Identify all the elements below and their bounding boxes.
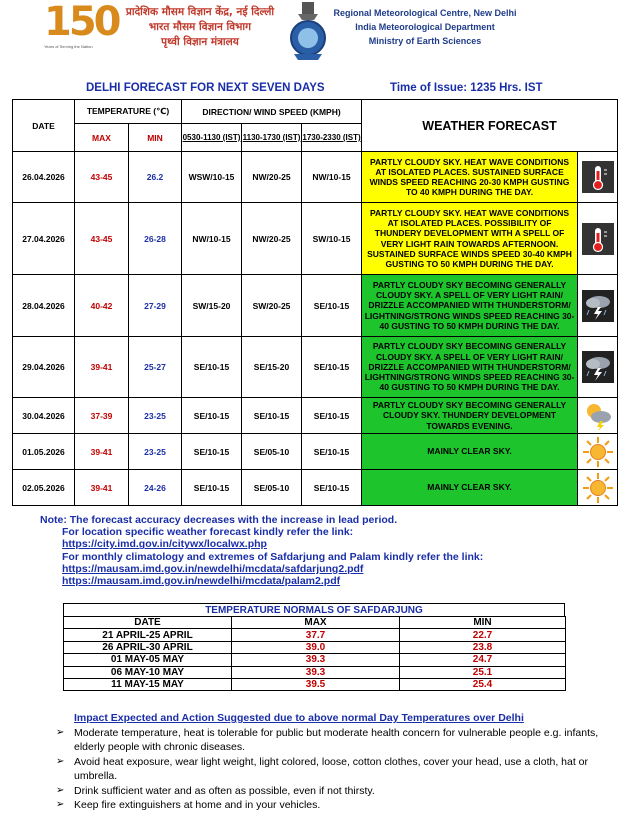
row-icon-cell bbox=[578, 275, 618, 337]
temperature-header: TEMPERATURE (℃) bbox=[75, 100, 182, 124]
weather-forecast-header: WEATHER FORECAST bbox=[362, 100, 618, 152]
row-wind-2: SE/15-20 bbox=[242, 337, 302, 398]
row-wind-1: NW/10-15 bbox=[182, 203, 242, 275]
row-min: 23-25 bbox=[129, 398, 182, 434]
normals-max: 37.7 bbox=[232, 629, 400, 641]
row-forecast: PARTLY CLOUDY SKY BECOMING GENERALLY CLOUDY SKY. THUNDERY DEVELOPMENT TOWARDS EVENING. bbox=[362, 398, 578, 434]
table-row bbox=[13, 398, 618, 434]
normals-table bbox=[63, 616, 566, 691]
normals-date: 01 MAY-05 MAY bbox=[64, 654, 232, 666]
hindi-line-3: पृथ्वी विज्ञान मंत्रालय bbox=[161, 36, 239, 48]
city-link-wrap bbox=[40, 538, 483, 550]
row-min: 24-26 bbox=[129, 470, 182, 506]
english-line-3: Ministry of Earth Sciences bbox=[368, 36, 482, 46]
city-forecast-link[interactable]: https://city.imd.gov.in/citywx/localwx.php bbox=[62, 538, 267, 551]
row-date: 29.04.2026 bbox=[13, 337, 75, 398]
row-date: 26.04.2026 bbox=[13, 152, 75, 203]
list-item: ➢ Keep fire extinguishers at home and in your vehicles. bbox=[60, 798, 620, 812]
row-icon-cell bbox=[578, 434, 618, 470]
sun-cloud-lightning-icon bbox=[582, 400, 614, 432]
climo-link2-wrap bbox=[40, 575, 483, 587]
row-wind-3: SE/10-15 bbox=[302, 470, 362, 506]
table-row bbox=[64, 678, 566, 690]
list-item: ➢ Drink sufficient water and as often as possible, even if not thirsty. bbox=[60, 784, 620, 798]
row-wind-1: SE/10-15 bbox=[182, 434, 242, 470]
table-row bbox=[13, 275, 618, 337]
table-row bbox=[64, 654, 566, 666]
normals-title: TEMPERATURE NORMALS OF SAFDARJUNG bbox=[63, 603, 565, 616]
climo-note: For monthly climatology and extremes of Safdarjung and Palam kindly refer the link: bbox=[62, 550, 484, 563]
table-row bbox=[64, 666, 566, 678]
hindi-line-2: भारत मौसम विज्ञान विभाग bbox=[148, 21, 252, 33]
normals-date: 06 MAY-10 MAY bbox=[64, 666, 232, 678]
row-max: 43-45 bbox=[75, 203, 129, 275]
normals-min-header: MIN bbox=[400, 617, 566, 629]
english-line-2: India Meteorological Department bbox=[355, 22, 495, 32]
normals-max: 39.0 bbox=[232, 641, 400, 653]
max-header: MAX bbox=[75, 124, 129, 152]
normals-min: 24.7 bbox=[400, 654, 566, 666]
row-wind-2: SE/05-10 bbox=[242, 434, 302, 470]
row-max: 40-42 bbox=[75, 275, 129, 337]
forecast-title: DELHI FORECAST FOR NEXT SEVEN DAYS bbox=[86, 82, 325, 94]
date-header: DATE bbox=[13, 100, 75, 152]
table-row bbox=[64, 629, 566, 641]
normals-max: 39.3 bbox=[232, 654, 400, 666]
row-wind-3: NW/10-15 bbox=[302, 152, 362, 203]
row-wind-1: SE/10-15 bbox=[182, 398, 242, 434]
wind-slot-1-header: 0530-1130 (IST) bbox=[182, 124, 242, 152]
impact-title: Impact Expected and Action Suggested due to above normal Day Temperatures over Delhi bbox=[74, 712, 524, 724]
row-max: 39-41 bbox=[75, 470, 129, 506]
notes-block bbox=[40, 514, 483, 587]
normals-date: 21 APRIL-25 APRIL bbox=[64, 629, 232, 641]
thunderstorm-icon bbox=[582, 351, 614, 383]
min-header: MIN bbox=[129, 124, 182, 152]
row-wind-1: SE/10-15 bbox=[182, 337, 242, 398]
row-date: 27.04.2026 bbox=[13, 203, 75, 275]
normals-min: 22.7 bbox=[400, 629, 566, 641]
thunderstorm-icon bbox=[582, 290, 614, 322]
row-date: 30.04.2026 bbox=[13, 398, 75, 434]
normals-date-header: DATE bbox=[64, 617, 232, 629]
normals-max-header: MAX bbox=[232, 617, 400, 629]
normals-min: 23.8 bbox=[400, 641, 566, 653]
normals-min: 25.1 bbox=[400, 666, 566, 678]
normals-max: 39.5 bbox=[232, 678, 400, 690]
row-wind-2: SE/05-10 bbox=[242, 470, 302, 506]
logo-number: 150 bbox=[44, 0, 119, 45]
normals-min: 25.4 bbox=[400, 678, 566, 690]
row-min: 26.2 bbox=[129, 152, 182, 203]
row-wind-2: NW/20-25 bbox=[242, 203, 302, 275]
wind-slot-2-header: 1130-1730 (IST) bbox=[242, 124, 302, 152]
row-icon-cell bbox=[578, 152, 618, 203]
row-wind-1: SW/15-20 bbox=[182, 275, 242, 337]
table-row bbox=[64, 641, 566, 653]
page-header bbox=[0, 0, 629, 72]
row-icon-cell bbox=[578, 470, 618, 506]
row-forecast: PARTLY CLOUDY SKY BECOMING GENERALLY CLOUDY SKY. A SPELL OF VERY LIGHT RAIN/ DRIZZLE ACCOMPANIED WITH THUNDERSTORM/ LIGHTNING/STRONG WINDS SPEED REACHING 30-40 GUSTING TO 50 KMPH DURING THE DAY. bbox=[362, 275, 578, 337]
city-note: For location specific weather forecast kindly refer the link: bbox=[62, 526, 354, 539]
climo-link1-wrap bbox=[40, 563, 483, 575]
row-forecast: PARTLY CLOUDY SKY. HEAT WAVE CONDITIONS AT ISOLATED PLACES. SUSTAINED SURFACE WINDS SPEED REACHING 20-30 KMPH GUSTING TO 40 KMPH DURING THE DAY. bbox=[362, 152, 578, 203]
table-row bbox=[13, 203, 618, 275]
logo-tagline: Years of Serving the Nation bbox=[44, 44, 93, 49]
table-row bbox=[13, 152, 618, 203]
row-wind-3: SE/10-15 bbox=[302, 398, 362, 434]
impact-list bbox=[60, 726, 620, 812]
accuracy-note: Note: The forecast accuracy decreases with the increase in lead period. bbox=[40, 514, 398, 526]
thermometer-hot-icon bbox=[582, 161, 614, 193]
row-wind-3: SE/10-15 bbox=[302, 337, 362, 398]
sun-icon bbox=[582, 472, 614, 504]
row-wind-3: SW/10-15 bbox=[302, 203, 362, 275]
normals-date: 11 MAY-15 MAY bbox=[64, 678, 232, 690]
row-icon-cell bbox=[578, 398, 618, 434]
hindi-org-name bbox=[110, 5, 290, 50]
row-icon-cell bbox=[578, 337, 618, 398]
table-row bbox=[13, 470, 618, 506]
row-min: 27-29 bbox=[129, 275, 182, 337]
row-forecast: MAINLY CLEAR SKY. bbox=[362, 434, 578, 470]
row-wind-3: SE/10-15 bbox=[302, 434, 362, 470]
row-wind-1: WSW/10-15 bbox=[182, 152, 242, 203]
row-max: 39-41 bbox=[75, 434, 129, 470]
row-wind-2: SW/20-25 bbox=[242, 275, 302, 337]
row-date: 02.05.2026 bbox=[13, 470, 75, 506]
row-min: 25-27 bbox=[129, 337, 182, 398]
thermometer-hot-icon bbox=[582, 223, 614, 255]
normals-date: 26 APRIL-30 APRIL bbox=[64, 641, 232, 653]
table-row bbox=[13, 337, 618, 398]
wind-header: DIRECTION/ WIND SPEED (KMPH) bbox=[182, 100, 362, 124]
list-item: ➢ Avoid heat exposure, wear light weight, light colored, loose, cotton clothes, cover your head, use a cloth, hat or umbrella. bbox=[60, 755, 620, 784]
issue-time: Time of Issue: 1235 Hrs. IST bbox=[390, 82, 543, 94]
english-line-1: Regional Meteorological Centre, New Delhi bbox=[333, 8, 517, 18]
hindi-line-1: प्रादेशिक मौसम विज्ञान केंद्र, नई दिल्ली bbox=[125, 6, 275, 18]
row-forecast: PARTLY CLOUDY SKY. HEAT WAVE CONDITIONS AT ISOLATED PLACES. POSSIBILITY OF THUNDERY DEVELOPMENT WITH A SPELL OF VERY LIGHT RAIN TOWARDS AFTERNOON. SUSTAINED SURFACE WINDS SPEED 30-40 KMPH GUSTING TO 50 KMPH DURING THE DAY. bbox=[362, 203, 578, 275]
palam-climo-link[interactable]: https://mausam.imd.gov.in/newdelhi/mcdata/palam2.pdf bbox=[62, 575, 341, 588]
sun-icon bbox=[582, 436, 614, 468]
row-icon-cell bbox=[578, 203, 618, 275]
list-item: ➢ Moderate temperature, heat is tolerable for public but moderate health concern for vulnerable people e.g. infants, elderly people with chronic diseases. bbox=[60, 726, 620, 755]
row-max: 39-41 bbox=[75, 337, 129, 398]
row-min: 26-28 bbox=[129, 203, 182, 275]
row-date: 28.04.2026 bbox=[13, 275, 75, 337]
row-max: 43-45 bbox=[75, 152, 129, 203]
english-org-name bbox=[330, 6, 520, 48]
row-date: 01.05.2026 bbox=[13, 434, 75, 470]
row-max: 37-39 bbox=[75, 398, 129, 434]
forecast-table bbox=[12, 99, 618, 506]
row-forecast: PARTLY CLOUDY SKY BECOMING GENERALLY CLOUDY SKY. A SPELL OF VERY LIGHT RAIN/ DRIZZLE ACCOMPANIED WITH THUNDERSTORM/ LIGHTNING/STRONG WINDS SPEED REACHING 30-40 GUSTING TO 50 KMPH DURING THE DAY. bbox=[362, 337, 578, 398]
wind-slot-3-header: 1730-2330 (IST) bbox=[302, 124, 362, 152]
normals-table-box bbox=[63, 603, 565, 691]
row-forecast: MAINLY CLEAR SKY. bbox=[362, 470, 578, 506]
safdarjung-climo-link[interactable]: https://mausam.imd.gov.in/newdelhi/mcdata/safdarjung2.pdf bbox=[62, 562, 364, 575]
row-wind-1: SE/10-15 bbox=[182, 470, 242, 506]
imd-150-logo bbox=[44, 0, 119, 49]
imd-emblem-icon bbox=[284, 2, 332, 64]
row-wind-2: SE/10-15 bbox=[242, 398, 302, 434]
row-min: 23-25 bbox=[129, 434, 182, 470]
row-wind-3: SE/10-15 bbox=[302, 275, 362, 337]
row-wind-2: NW/20-25 bbox=[242, 152, 302, 203]
normals-max: 39.3 bbox=[232, 666, 400, 678]
table-row bbox=[13, 434, 618, 470]
